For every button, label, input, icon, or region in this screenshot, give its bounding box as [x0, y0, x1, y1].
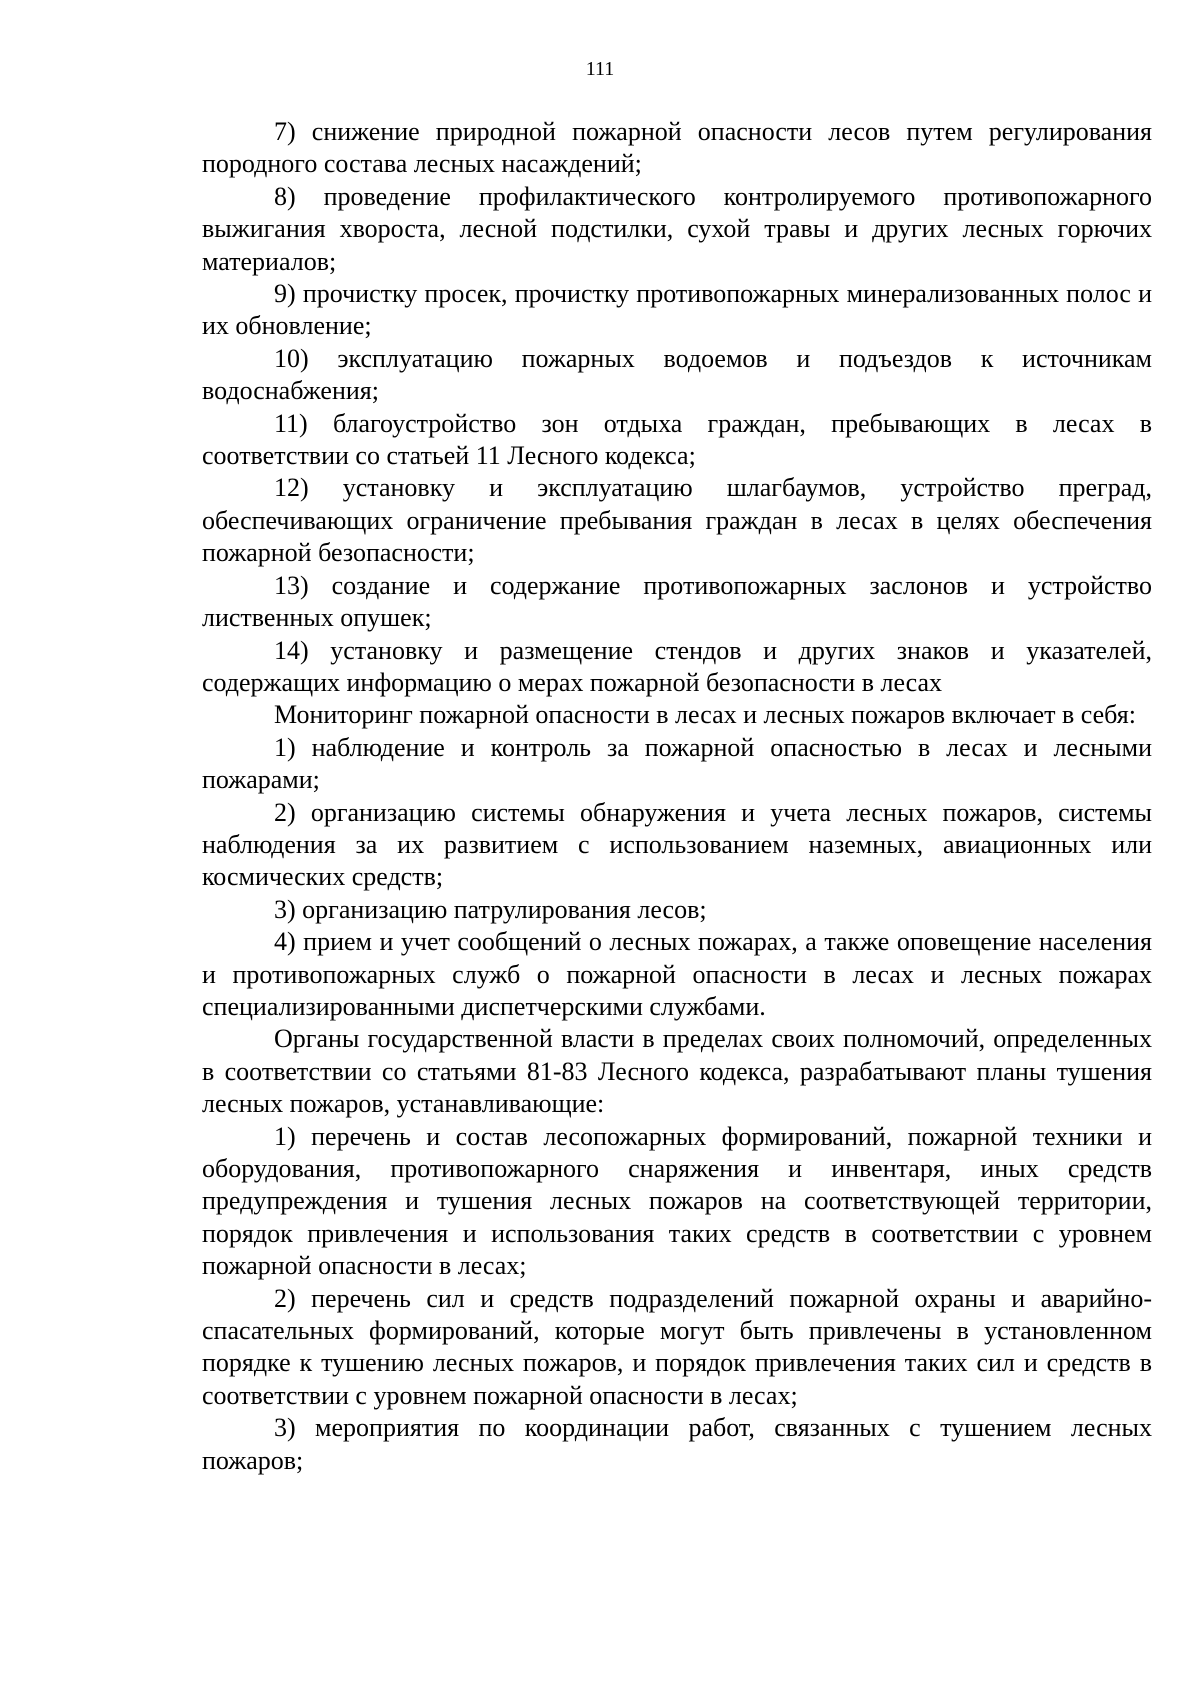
list-item-11-recreation-zones: 11) благоустройство зон отдыха граждан, пребывающих в лесах в соответствии со статьей 11 Лесного кодекса; — [202, 408, 1152, 471]
list-item-13-fire-screens: 13) создание и содержание противопожарных заслонов и устройство лиственных опушек; — [202, 570, 1152, 633]
monitoring-item-1: 1) наблюдение и контроль за пожарной опасностью в лесах и лесными пожарами; — [202, 732, 1152, 795]
monitoring-intro-paragraph: Мониторинг пожарной опасности в лесах и лесных пожаров включает в себя: — [274, 700, 1136, 730]
monitoring-item-3: 3) организацию патрулирования лесов; — [274, 894, 707, 924]
list-item-7-reduce-fire-hazard: 7) снижение природной пожарной опасности лесов путем регулирования породного состава лесных насаждений; — [202, 117, 1152, 179]
monitoring-item-4: 4) прием и учет сообщений о лесных пожарах, а также оповещение населения и противопожарных служб о пожарной опасности в лесах и лесных пожарах специализированными диспетчерскими службами. — [202, 927, 1152, 1021]
list-item-10-water-reservoirs: 10) эксплуатацию пожарных водоемов и подъездов к источникам водоснабжения; — [202, 343, 1152, 406]
page-number: 111 — [585, 58, 615, 80]
plan-item-3: 3) мероприятия по координации работ, связанных с тушением лесных пожаров; — [202, 1413, 1152, 1475]
list-item-12-barriers: 12) установку и эксплуатацию шлагбаумов, устройство преград, обеспечивающих ограничение пребывания граждан в лесах в целях обеспечения пожарной безопасности; — [202, 473, 1152, 568]
plan-item-2: 2) перечень сил и средств подразделений пожарной охраны и аварийно-спасательных формирований, которые могут быть привлечены в установленном порядке к тушению лесных пожаров, и порядок привлечения таких сил и средств в соответствии с уровнем пожарной опасности в лесах; — [202, 1283, 1152, 1410]
list-item-8-controlled-burning: 8) проведение профилактического контролируемого противопожарного выжигания хвороста, лесной подстилки, сухой травы и других лесных горючих материалов; — [202, 181, 1152, 276]
plan-item-1: 1) перечень и состав лесопожарных формирований, пожарной техники и оборудования, противопожарного снаряжения и инвентаря, иных средств предупреждения и тушения лесных пожаров на соответствующей территории, порядок привлечения и использования таких средств в соответствии с уровнем пожарной опасности в лесах; — [202, 1121, 1152, 1281]
document-body — [202, 116, 1152, 1477]
authorities-intro-paragraph: Органы государственной власти в пределах своих полномочий, определенных в соответствии со статьями 81-83 Лесного кодекса, разрабатывают планы тушения лесных пожаров, устанавливающие: — [202, 1024, 1152, 1119]
list-item-14-information-stands: 14) установку и размещение стендов и других знаков и указателей, содержащих информацию о мерах пожарной безопасности в лесах — [202, 635, 1152, 697]
monitoring-item-2: 2) организацию системы обнаружения и учета лесных пожаров, системы наблюдения за их развитием с использованием наземных, авиационных или космических средств; — [202, 797, 1152, 892]
list-item-9-clearing-strips: 9) прочистку просек, прочистку противопожарных минерализованных полос и их обновление; — [202, 279, 1152, 341]
